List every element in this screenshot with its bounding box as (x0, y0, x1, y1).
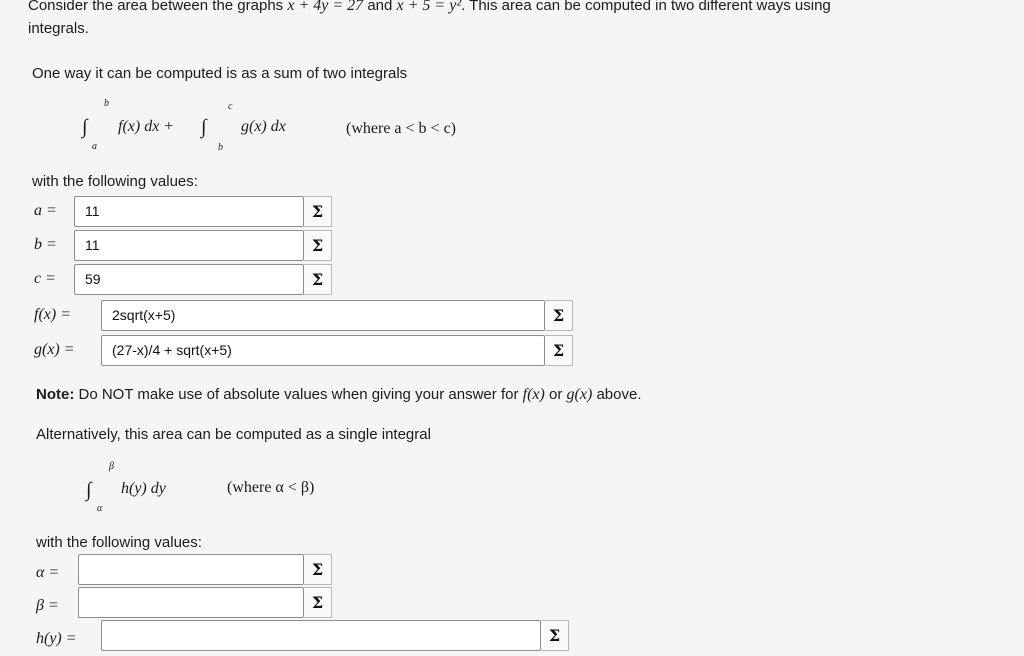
note-or: or (549, 386, 563, 403)
label-c: c = (34, 270, 56, 287)
label-a: a = (34, 202, 57, 219)
equation-1: x + 4y = 27 (287, 0, 364, 14)
sigma-button-gx[interactable]: Σ (545, 335, 573, 366)
note-text: Do NOT make use of absolute values when giving your answer for (78, 386, 519, 403)
note-gx: g(x) (566, 386, 593, 403)
label-fx: f(x) = (34, 306, 71, 323)
label-b: b = (34, 236, 57, 253)
input-fx[interactable]: 2sqrt(x+5) (101, 300, 545, 331)
label-beta: β = (36, 597, 59, 614)
intro-line-2: integrals. (28, 20, 89, 37)
label-hy: h(y) = (36, 630, 77, 647)
sigma-button-hy[interactable]: Σ (541, 620, 569, 651)
note-line (36, 386, 642, 404)
input-a[interactable]: 11 (74, 196, 304, 227)
integral2-upper-limit: c (228, 101, 233, 112)
integral3-lower-limit: α (97, 503, 103, 514)
input-hy[interactable] (101, 620, 541, 651)
sigma-button-fx[interactable]: Σ (545, 300, 573, 331)
method2-condition: (where α < β) (227, 479, 315, 496)
method2-values-heading: with the following values: (36, 534, 202, 551)
integral1-lower-limit: a (92, 141, 97, 152)
intro-prefix: Consider the area between the graphs (28, 0, 284, 14)
sigma-button-beta[interactable]: Σ (304, 587, 332, 618)
sigma-button-c[interactable]: Σ (304, 264, 332, 295)
equation-2: x + 5 = y² (396, 0, 462, 14)
note-fx: f(x) (522, 386, 545, 403)
sigma-button-alpha[interactable]: Σ (304, 554, 332, 585)
method1-values-heading: with the following values: (32, 173, 198, 190)
input-gx[interactable]: (27-x)/4 + sqrt(x+5) (101, 335, 545, 366)
integral2-sign: ∫ (201, 116, 207, 138)
integral1-integrand: f(x) dx + (118, 118, 175, 135)
sigma-button-a[interactable]: Σ (304, 196, 332, 227)
method2-heading: Alternatively, this area can be computed as a single integral (36, 426, 431, 443)
note-end: above. (596, 386, 642, 403)
input-beta[interactable] (78, 587, 304, 618)
intro-and: and (367, 0, 393, 14)
integral2-lower-limit: b (218, 142, 223, 153)
integral1-upper-limit: b (104, 98, 109, 109)
input-alpha[interactable] (78, 554, 304, 585)
integral3-upper-limit: β (109, 461, 114, 472)
integral1-sign: ∫ (82, 116, 88, 138)
intro-suffix: . This area can be computed in two different ways using (461, 0, 831, 14)
label-gx: g(x) = (34, 341, 75, 358)
integral2-integrand: g(x) dx (241, 118, 286, 135)
integral3-sign: ∫ (86, 479, 92, 501)
sigma-button-b[interactable]: Σ (304, 230, 332, 261)
note-label: Note: (36, 386, 75, 403)
input-c[interactable]: 59 (74, 264, 304, 295)
input-b[interactable]: 11 (74, 230, 304, 261)
method1-heading: One way it can be computed is as a sum of two integrals (32, 65, 408, 82)
integral3-integrand: h(y) dy (121, 480, 166, 497)
intro-line-1 (28, 0, 831, 15)
method1-condition: (where a < b < c) (346, 120, 456, 137)
label-alpha: α = (36, 564, 60, 581)
